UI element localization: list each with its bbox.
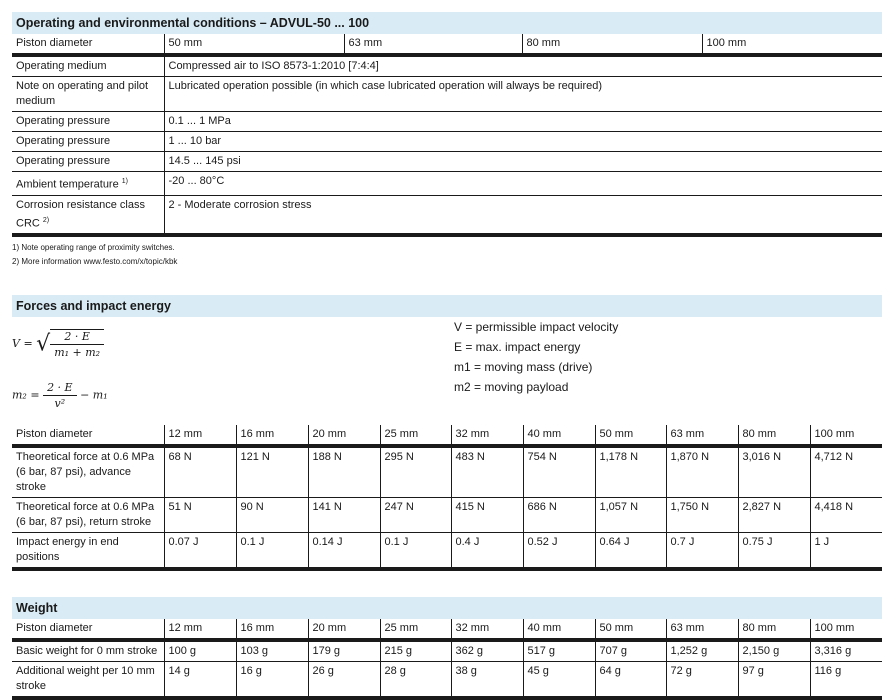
weight-table	[12, 619, 882, 700]
cell: 100 g	[164, 640, 236, 662]
table-row	[12, 498, 882, 533]
table-row	[12, 195, 882, 235]
cell: 1,057 N	[595, 498, 666, 533]
legend-item: V = permissible impact velocity	[454, 320, 619, 335]
row-label: Theoretical force at 0.6 MPa (6 bar, 87 psi), advance stroke	[12, 446, 164, 498]
header-cell: 50 mm	[595, 425, 666, 446]
cell: 517 g	[523, 640, 595, 662]
fraction	[50, 330, 104, 359]
operating-section-title: Operating and environmental conditions – ADVUL-50 ... 100	[12, 12, 882, 34]
cell: 0.75 J	[738, 533, 810, 570]
header-cell: 25 mm	[380, 425, 451, 446]
cell: 686 N	[523, 498, 595, 533]
header-cell: 32 mm	[451, 619, 523, 640]
datasheet-page	[12, 12, 882, 700]
sqrt-body	[50, 329, 104, 359]
row-label-text: Ambient temperature	[16, 178, 119, 191]
header-cell: 100 mm	[702, 34, 882, 55]
cell: 754 N	[523, 446, 595, 498]
header-cell: 80 mm	[738, 619, 810, 640]
cell: 0.7 J	[666, 533, 738, 570]
cell: 2,827 N	[738, 498, 810, 533]
header-cell: Piston diameter	[12, 34, 164, 55]
row-label: Theoretical force at 0.6 MPa (6 bar, 87 psi), return stroke	[12, 498, 164, 533]
row-label: Note on operating and pilot medium	[12, 77, 164, 112]
table-row	[12, 640, 882, 662]
forces-section-title: Forces and impact energy	[12, 295, 882, 317]
table-row	[12, 533, 882, 570]
cell: 38 g	[451, 662, 523, 699]
header-cell: 63 mm	[666, 619, 738, 640]
cell: 116 g	[810, 662, 882, 699]
denominator: v²	[43, 395, 77, 410]
operating-conditions-table	[12, 34, 882, 237]
cell: 0.1 J	[236, 533, 308, 570]
row-label	[12, 195, 164, 235]
footnotes	[12, 241, 882, 269]
legend-item: E = max. impact energy	[454, 340, 581, 355]
formula-lhs: V =	[12, 337, 33, 351]
cell: 1,178 N	[595, 446, 666, 498]
footnote: 2) More information www.festo.com/x/topic/kbk	[12, 257, 178, 267]
formula-lhs: m₂ =	[12, 388, 40, 402]
footnote-marker: 1)	[121, 178, 129, 185]
table-header-row	[12, 425, 882, 446]
row-value: 0.1 ... 1 MPa	[164, 112, 882, 132]
table-row	[12, 172, 882, 196]
row-label: Operating pressure	[12, 112, 164, 132]
header-cell: 40 mm	[523, 425, 595, 446]
table-header-row	[12, 34, 882, 55]
table-row	[12, 77, 882, 112]
formula-legend	[454, 317, 618, 397]
row-value: 1 ... 10 bar	[164, 132, 882, 152]
header-cell: 100 mm	[810, 619, 882, 640]
cell: 2,150 g	[738, 640, 810, 662]
row-value: 14.5 ... 145 psi	[164, 152, 882, 172]
cell: 215 g	[380, 640, 451, 662]
cell: 1,252 g	[666, 640, 738, 662]
header-cell: 20 mm	[308, 425, 380, 446]
header-cell: 80 mm	[738, 425, 810, 446]
cell: 362 g	[451, 640, 523, 662]
forces-table	[12, 425, 882, 571]
cell: 141 N	[308, 498, 380, 533]
cell: 1,750 N	[666, 498, 738, 533]
row-value: Lubricated operation possible (in which case lubricated operation will always be required)	[164, 77, 882, 112]
table-row	[12, 55, 882, 77]
footnote: 1) Note operating range of proximity switches.	[12, 243, 175, 253]
sqrt-icon: √	[36, 331, 51, 357]
footnote-marker: 2)	[42, 216, 50, 224]
row-label: Operating pressure	[12, 132, 164, 152]
cell: 483 N	[451, 446, 523, 498]
row-label	[12, 172, 164, 196]
header-cell: 63 mm	[344, 34, 522, 55]
cell: 0.4 J	[451, 533, 523, 570]
row-value: Compressed air to ISO 8573-1:2010 [7:4:4]	[164, 55, 882, 77]
cell: 121 N	[236, 446, 308, 498]
cell: 0.52 J	[523, 533, 595, 570]
cell: 3,016 N	[738, 446, 810, 498]
payload-formula	[12, 381, 108, 410]
formula-tail: − m₁	[80, 388, 108, 402]
legend-item: m1 = moving mass (drive)	[454, 360, 593, 375]
header-cell: 32 mm	[451, 425, 523, 446]
row-label: Impact energy in end positions	[12, 533, 164, 570]
row-label-text: Corrosion resistance class CRC	[16, 198, 145, 230]
cell: 0.07 J	[164, 533, 236, 570]
cell: 247 N	[380, 498, 451, 533]
header-cell: 25 mm	[380, 619, 451, 640]
row-value: 2 - Moderate corrosion stress	[164, 195, 882, 235]
header-cell: 12 mm	[164, 619, 236, 640]
cell: 0.64 J	[595, 533, 666, 570]
cell: 707 g	[595, 640, 666, 662]
cell: 26 g	[308, 662, 380, 699]
cell: 97 g	[738, 662, 810, 699]
cell: 28 g	[380, 662, 451, 699]
header-cell: 63 mm	[666, 425, 738, 446]
fraction	[43, 381, 77, 410]
header-cell: 12 mm	[164, 425, 236, 446]
numerator: 2 · E	[64, 330, 90, 344]
table-row	[12, 152, 882, 172]
header-cell: 20 mm	[308, 619, 380, 640]
cell: 64 g	[595, 662, 666, 699]
header-cell: 100 mm	[810, 425, 882, 446]
row-label: Operating pressure	[12, 152, 164, 172]
table-row	[12, 446, 882, 498]
header-cell: 50 mm	[595, 619, 666, 640]
header-cell: Piston diameter	[12, 425, 164, 446]
cell: 14 g	[164, 662, 236, 699]
header-cell: 50 mm	[164, 34, 344, 55]
velocity-formula	[12, 329, 104, 359]
cell: 16 g	[236, 662, 308, 699]
cell: 45 g	[523, 662, 595, 699]
cell: 4,712 N	[810, 446, 882, 498]
cell: 3,316 g	[810, 640, 882, 662]
header-cell: 16 mm	[236, 425, 308, 446]
cell: 0.14 J	[308, 533, 380, 570]
header-cell: 16 mm	[236, 619, 308, 640]
cell: 188 N	[308, 446, 380, 498]
cell: 0.1 J	[380, 533, 451, 570]
cell: 51 N	[164, 498, 236, 533]
table-row	[12, 132, 882, 152]
header-cell: 40 mm	[523, 619, 595, 640]
table-row	[12, 112, 882, 132]
table-row	[12, 662, 882, 699]
numerator: 2 · E	[47, 381, 73, 395]
header-cell: 80 mm	[522, 34, 702, 55]
row-value: -20 ... 80°C	[164, 172, 882, 196]
row-label: Additional weight per 10 mm stroke	[12, 662, 164, 699]
cell: 68 N	[164, 446, 236, 498]
weight-section-title: Weight	[12, 597, 882, 619]
cell: 179 g	[308, 640, 380, 662]
denominator: m₁ + m₂	[50, 344, 104, 359]
row-label: Operating medium	[12, 55, 164, 77]
cell: 1 J	[810, 533, 882, 570]
formula-area	[12, 317, 882, 425]
header-cell: Piston diameter	[12, 619, 164, 640]
table-header-row	[12, 619, 882, 640]
cell: 295 N	[380, 446, 451, 498]
cell: 72 g	[666, 662, 738, 699]
row-label: Basic weight for 0 mm stroke	[12, 640, 164, 662]
cell: 1,870 N	[666, 446, 738, 498]
cell: 103 g	[236, 640, 308, 662]
cell: 415 N	[451, 498, 523, 533]
cell: 90 N	[236, 498, 308, 533]
cell: 4,418 N	[810, 498, 882, 533]
legend-item: m2 = moving payload	[454, 380, 569, 395]
